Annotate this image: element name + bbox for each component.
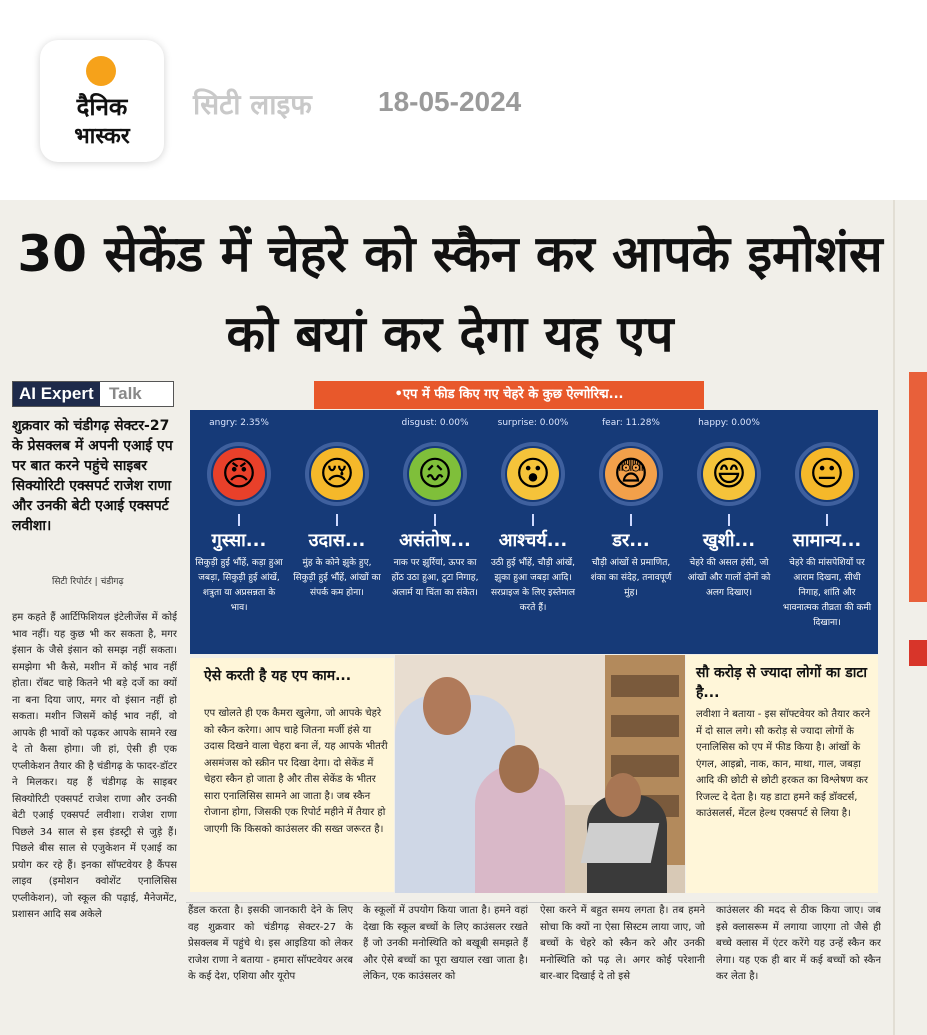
- emoji-face-icon: 😖: [409, 448, 461, 500]
- emoji-face-icon: 😨: [605, 448, 657, 500]
- emotion-name: उदास...: [308, 530, 366, 551]
- algorithms-ribbon: •एप में फीड किए गए चेहरे के कुछ ऐल्गोरिद्म...: [314, 381, 704, 409]
- dainik-bhaskar-logo[interactable]: [40, 40, 164, 162]
- emoji-face-icon: 😢: [311, 448, 363, 500]
- section-name[interactable]: सिटी लाइफ: [193, 88, 312, 121]
- emotion-card: [680, 410, 778, 654]
- emotion-description: उठी हुई भौंहें, चौड़ी आंखें, झुका हुआ जबड़ा आदि। सरप्राइज के लिए इस्तेमाल करते हैं।: [490, 558, 576, 613]
- emotions-panel: [190, 410, 878, 654]
- byline: सिटी रिपोर्टर | चंडीगढ़: [52, 577, 124, 587]
- emotion-name: डर...: [612, 530, 650, 551]
- connector: [728, 514, 730, 526]
- column-divider: [893, 200, 895, 1035]
- how-heading: ऐसे करती है यह एप काम...: [204, 668, 352, 684]
- body-column-3: के स्कूलों में उपयोग किया जाता है। हमने वहां देखा कि स्कूल बच्चों के लिए काउंसलर रखते हैं जो उनकी मनोस्थिति को बखूबी समझते हैं और ऐसे बच्चों का पूरा खयाल रखा जाता है। लेकिन, एक काउंसलर को: [363, 905, 528, 982]
- adjacent-marker: [909, 640, 927, 666]
- emotion-description: मुंह के कोने झुके हुए, सिकुड़ी हुई भौंहें, आंखों का संपर्क कम होना।: [293, 558, 381, 598]
- emotion-score: surprise: 0.00%: [497, 418, 569, 428]
- crore-text: लवीशा ने बताया - इस सॉफ्टवेयर को तैयार करने में दो साल लगे। सौ करोड़ से ज्यादा लोगों के एनालिसिस को एप में फीड किया है। आंखों के एंगल, आइब्रो, नाक, कान, माथा, गाल, जबड़ा आदि की छोटी से छोटी हरकत का विश्लेषण कर रिजल्ट दे देता है। यह डाटा हमने कई डॉक्टर्स, काउंसलर्स, मेंटल हेल्थ एक्सपर्ट से लिया है।: [696, 709, 871, 819]
- emotion-name: असंतोष...: [399, 530, 471, 551]
- emotion-score: disgust: 0.00%: [401, 418, 469, 428]
- app-header: [0, 0, 927, 200]
- connector: [630, 514, 632, 526]
- photo-man-head: [423, 677, 471, 735]
- emoji-face-icon: 😮: [507, 448, 559, 500]
- logo-text-line1: दैनिक: [76, 93, 128, 121]
- connector: [238, 514, 240, 526]
- emotion-name: गुस्सा...: [211, 530, 267, 551]
- emotion-card: [386, 410, 484, 654]
- emotion-description: सिकुड़ी हुई भौंहें, कड़ा हुआ जबड़ा, सिकुड़ी हुई आंखें, शत्रुता या अप्रसन्नता के भाव।: [195, 558, 283, 613]
- photo-woman-head: [499, 745, 539, 793]
- newspaper-page[interactable]: [0, 200, 927, 1035]
- emotion-card: [190, 410, 288, 654]
- emotion-description: चेहरे की असल हंसी, जो आंखों और गालों दोनों को अलग दिखाए।: [687, 558, 771, 598]
- how-text: एप खोलते ही एक कैमरा खुलेगा, जो आपके चेहरे को स्कैन करेगा। आप चाहे जितना मर्जी हंसे या उदास दिखने वाला चेहरा बना लें, यह आपके भीतरी असमंजस को स्क्रीन पर दिखा देगा। दो सेकेंड में चेहरा स्कैन हो जाता है और तीस सेकेंड के भीतर सारा एनालिसिस सामने आ जाता है। जब स्कैन रोजाना होगा, जिसकी एक रिपोर्ट महीने में तैयार हो जाएगी कि किसको काउंसलर की सख्त जरूरत है।: [204, 708, 388, 835]
- body-column-4: ऐसा करने में बहुत समय लगता है। तब हमने सोचा कि क्यों ना ऐसा सिस्टम लाया जाए, जो बच्चों के चेहरे को स्कैन करे और उनकी मनोस्थिति को पढ़ ले। अगर कोई परेशानी बार-बार दिखाई दे तो इसे: [540, 905, 705, 982]
- connector: [434, 514, 436, 526]
- emotion-score: happy: 0.00%: [698, 418, 760, 428]
- emotion-card: [484, 410, 582, 654]
- how-it-works-box: [190, 658, 394, 892]
- emotion-card: [778, 410, 876, 654]
- photo-girl-head: [605, 773, 641, 817]
- connector: [336, 514, 338, 526]
- emotion-description: चौड़ी आंखों से प्रमाणित, शंका का संदेह, तनावपूर्ण मुंह।: [590, 558, 672, 598]
- data-scale-box: [686, 655, 878, 893]
- logo-text-line2: भास्कर: [74, 124, 130, 149]
- emoji-face-icon: 😠: [213, 448, 265, 500]
- emotion-card: [582, 410, 680, 654]
- badge-talk: Talk: [109, 384, 142, 403]
- sun-icon: [86, 56, 116, 86]
- crore-heading: सौ करोड़ से ज्यादा लोगों का डाटा है...: [696, 665, 868, 701]
- emotion-description: चेहरे की मांसपेशियों पर आराम दिखना, सीधी निगाह, शांति और भावनात्मक तीव्रता की कमी दिखाना।: [782, 558, 872, 628]
- ai-expert-talk-badge: [12, 381, 174, 407]
- adjacent-page-edge: [897, 200, 927, 1035]
- connector: [826, 514, 828, 526]
- emotion-name: सामान्य...: [792, 530, 862, 551]
- connector: [532, 514, 534, 526]
- badge-ai: AI Expert: [13, 382, 100, 406]
- body-column-5: काउंसलर की मदद से ठीक किया जाए। जब इसे क्लासरूम में लगाया जाएगा तो जैसे ही बच्चे क्लास में एंटर करेंगे यह उन्हें स्कैन कर लेगा। यह एक ही बार में कई बच्चों को स्कैन कर लेता है।: [716, 905, 881, 982]
- emotion-score: fear: 11.28%: [602, 418, 660, 428]
- laptop-icon: [581, 823, 660, 863]
- emotion-card: [288, 410, 386, 654]
- emotion-name: आश्चर्य...: [498, 530, 568, 551]
- article-photo: [395, 655, 685, 893]
- emotion-name: खुशी...: [702, 530, 756, 551]
- body-column-1: हम कहते हैं आर्टिफिशियल इंटेलीजेंस में कोई भाव नहीं। यह कुछ भी कर सकता है, मगर इंसान के जैसे इंसान को समझ नहीं सकता। समझेगा भी कैसे, मशीन में कोई भाव नहीं होता। रॉबट चाहे कितने भी बड़े दर्जे का क्यों ना बना दिया जाए, मगर वो इंसान नहीं हो सकता। मशीन जिसमें कोई भाव नहीं, वो आपके ही भावों को पढ़कर आपके सामने रख दे तो कैसा होगा। जी हां, ऐसी ही एक एप्लीकेशन तैयार की है चंडीगढ़ के फादर-डॉटर ने मिलकर। यह हैं चंडीगढ़ के साइबर सिक्योरिटी एक्सपर्ट राजेश राणा और उनकी बेटी एआई एक्सपर्ट लवीशा। राजेश राणा पिछले 34 साल से इस इंडस्ट्री से जुड़े हैं। पिछले बीस साल से एजुकेशन में एआई का प्रयोग कर रहे हैं। इनका सॉफ्टवेयर है कैंपस लाइव (इमोशन क्वोशेंट एनालिसिस एप्लीकेशन), जो स्कूल की पढ़ाई, मैनेजमेंट, प्रशासन आदि सब अकेले: [12, 612, 177, 920]
- article-headline: 30 सेकेंड में चेहरे को स्कैन कर आपके इमोशंस को बयां कर देगा यह एप: [17, 225, 883, 363]
- intro-paragraph: शुक्रवार को चंडीगढ़ सेक्टर-27 के प्रेसक्लब में अपनी एआई एप पर बात करने पहुंचे साइबर सिक्योरिटी एक्सपर्ट राजेश राणा और उनकी बेटी एआई एक्सपर्ट लवीशा।: [12, 418, 173, 534]
- body-column-2: हैंडल करता है। इसकी जानकारी देने के लिए वह शुक्रवार को चंडीगढ़ सेक्टर-27 के प्रेसक्लब में पहुंचे थे। इस आइडिया को लेकर राजेश राणा ने बताया - हमारा सॉफ्टवेयर अरब के कई देश, एशिया और यूरोप: [188, 905, 353, 982]
- edition-date: 18-05-2024: [378, 86, 522, 117]
- emotion-description: नाक पर झुर्रियां, ऊपर का होंठ उठा हुआ, टुटा निगाह, अलार्म या चिंता का संकेत।: [391, 558, 479, 598]
- emotion-score: angry: 2.35%: [209, 418, 269, 428]
- emoji-face-icon: 😄: [703, 448, 755, 500]
- adjacent-image-strip: [909, 372, 927, 602]
- emoji-face-icon: 😐: [801, 448, 853, 500]
